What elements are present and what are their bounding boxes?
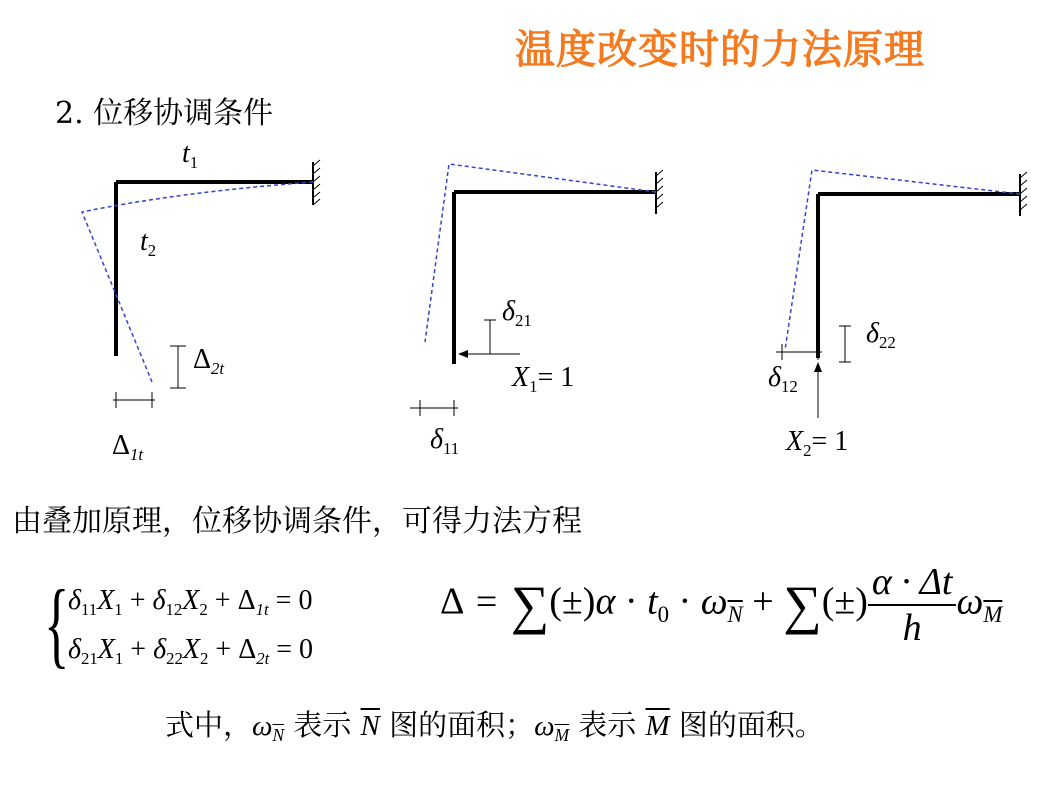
frame-figure-3 — [776, 170, 1027, 418]
load-arrow-x2 — [814, 362, 822, 418]
dimension-d2t — [170, 346, 186, 388]
label-t1: $t_1$ — [182, 138, 199, 172]
label-delta-22: $\delta_{22}$ — [866, 318, 896, 352]
dimension-d11 — [410, 400, 458, 416]
equation-brace: { — [44, 570, 70, 677]
label-x1: $X_1= 1$ — [512, 362, 575, 396]
label-delta-1t: $\Delta_{1t}$ — [112, 430, 144, 464]
temperature-displacement-formula: $\Delta = \sum(\pm)\alpha \cdot t_0 \cdot \omega_{\overline{N}}$ + ∑(±) $\frac{\alpha \cdot \Delta t}{h}$ $\omega_{\overline{M}}$ — [440, 561, 1003, 649]
fixed-support-icon — [656, 170, 663, 214]
compatibility-equations — [68, 578, 313, 676]
symbol-legend: 式中，$\omega_{\overline{N}}$ 表示 $\overline{N}$ 图的面积；$\omega_{\overline{M}}$ 表示 $\overline{M}$ 图的面积。 — [165, 708, 824, 746]
superposition-statement: 由叠加原理，位移协调条件，可得力法方程 — [12, 504, 582, 539]
load-arrow-x1 — [458, 350, 520, 358]
label-delta-11: $\delta_{11}$ — [430, 424, 460, 458]
fixed-support-icon — [1020, 172, 1027, 216]
label-delta-2t: $\Delta_{2t}$ — [193, 344, 225, 378]
section-heading: 2. 位移协调条件 — [55, 96, 274, 131]
label-t2: $t_2$ — [140, 226, 157, 260]
dimension-d1t — [113, 392, 155, 408]
label-delta-21: $\delta_{21}$ — [502, 296, 532, 330]
label-x2: $X_2= 1$ — [786, 426, 849, 460]
dimension-d21 — [484, 320, 496, 354]
fixed-support-icon — [313, 160, 320, 205]
deflected-shape — [785, 170, 1020, 350]
equation-row-2: $\delta_{21}X_1 + \delta_{22}X_2 + \Delta_{2t} = 0$ — [68, 634, 314, 668]
dimension-d12 — [776, 344, 822, 360]
formula-fraction: $\frac{\alpha \cdot \Delta t}{h}$ — [868, 560, 957, 650]
equation-row-1: $\delta_{11}X_1 + \delta_{12}X_2 + \Delta_{1t} = 0$ — [68, 585, 313, 619]
label-delta-12: $\delta_{12}$ — [768, 362, 798, 396]
slide-title: 温度改变时的力法原理 — [515, 27, 925, 73]
dimension-d22 — [839, 326, 851, 362]
